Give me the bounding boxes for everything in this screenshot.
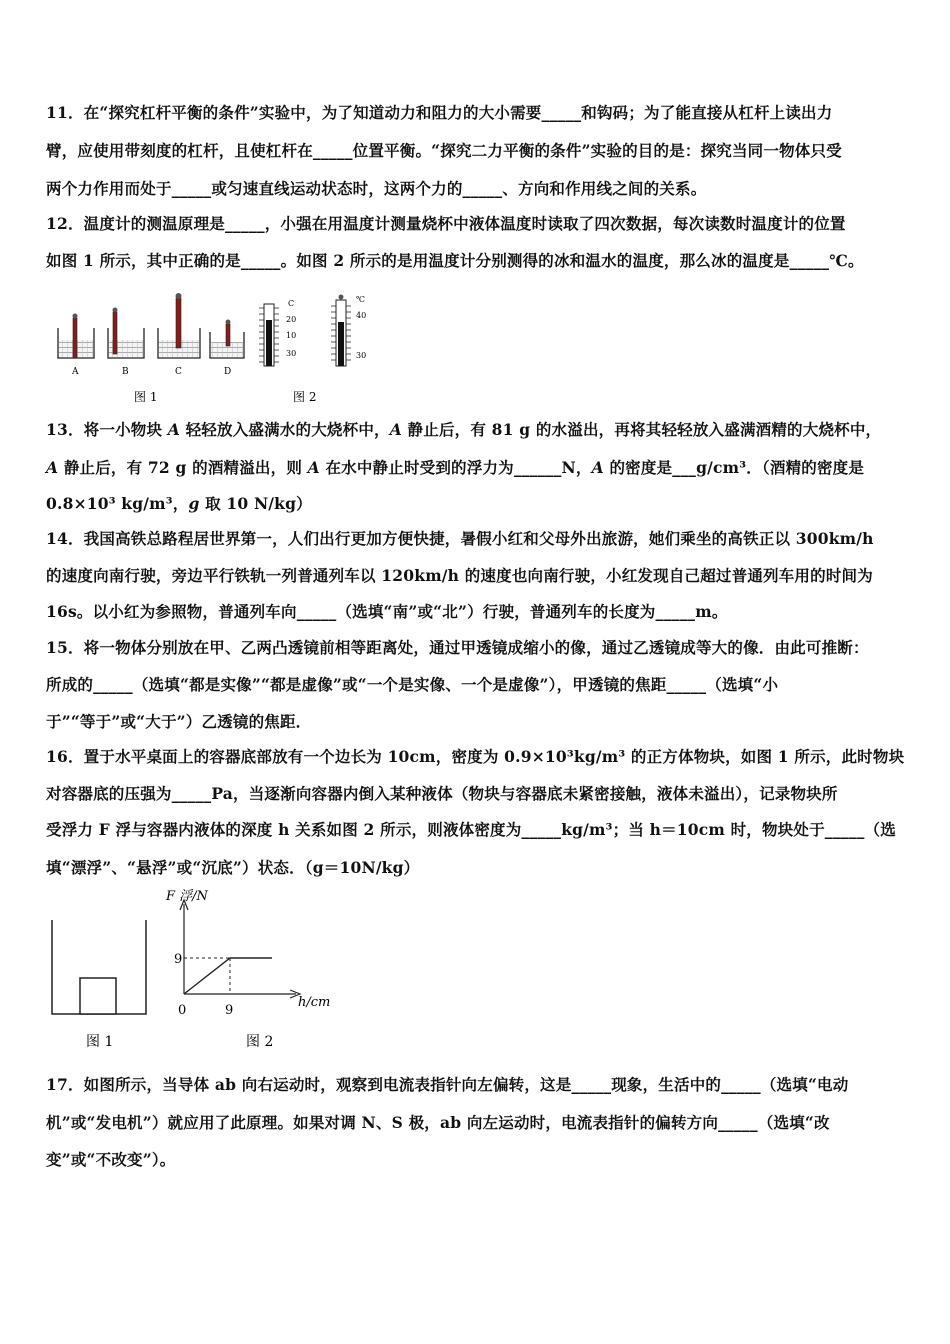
q17-line-1: 17．如图所示，当导体 ab 向右运动时，观察到电流表指针向左偏转，这是_____现象，生活中的_____（选填“电动 xyxy=(46,1075,849,1094)
graph-x-tick: 9 xyxy=(225,1003,234,1018)
fig1-caption: 图 1 xyxy=(86,1034,114,1050)
thermometer-scale-2 xyxy=(331,295,366,367)
q15-line-3: 于”“等于”或“大于”）乙透镜的焦距． xyxy=(46,712,312,731)
scale2-unit: ℃ xyxy=(356,295,365,304)
q13-l1e: 静止后，有 81 g 的水溢出，再将其轻轻放入盛满酒精的大烧杯中， xyxy=(401,420,882,439)
label-a: A xyxy=(72,367,79,377)
q13-l2b: 静止后，有 72 g 的酒精溢出，则 xyxy=(58,458,308,477)
label-b: B xyxy=(122,367,129,377)
beaker-a xyxy=(58,314,94,359)
q13-l2f: 的密度是___g/cm³．（酒精的密度是 xyxy=(603,458,865,477)
q13-line-2 xyxy=(46,456,864,478)
q16-line-4: 填“漂浮”、“悬浮”或“沉底”）状态．（g＝10N/kg） xyxy=(46,858,420,877)
scale1-unit: C xyxy=(288,299,295,308)
q13-l3c: 取 10 N/kg） xyxy=(199,494,312,513)
q12-line-2: 如图 1 所示，其中正确的是_____。如图 2 所示的是用温度计分别测得的冰和温水的温度，那么冰的温度是_____℃。 xyxy=(46,251,864,270)
thermometer-scale-1 xyxy=(259,299,296,366)
label-c: C xyxy=(175,367,182,377)
fig2-caption: 图 2 xyxy=(246,1034,274,1050)
figure-caption-1: 图 1 xyxy=(134,390,158,404)
q12-line-1: 12．温度计的测温原理是_____，小强在用温度计测量烧杯中液体温度时读取了四次数据，每次读数时温度计的位置 xyxy=(46,214,846,233)
q11-line-1: 11．在“探究杠杆平衡的条件”实验中，为了知道动力和阻力的大小需要_____和钩码；为了能直接从杠杆上读出力 xyxy=(46,103,833,122)
q14-line-1: 14．我国高铁总路程居世界第一，人们出行更加方便快捷，暑假小红和父母外出旅游，她们乘坐的高铁正以 300km/h xyxy=(46,529,874,548)
scale1-20: 20 xyxy=(286,315,297,324)
beaker-b xyxy=(108,308,144,359)
q13-l2e: A xyxy=(591,458,604,477)
graph-ylabel: F 浮/N xyxy=(166,889,208,904)
q12-figure xyxy=(50,290,390,408)
q13-l2a: A xyxy=(46,458,59,477)
q15-line-1: 15．将一物体分别放在甲、乙两凸透镜前相等距离处，通过甲透镜成缩小的像，通过乙透镜成等大的像．由此可推断： xyxy=(46,638,869,657)
q14-line-2: 的速度向南行驶，旁边平行铁轨一列普通列车以 120km/h 的速度也向南行驶，小红发现自己超过普通列车用的时间为 xyxy=(46,566,873,585)
scale2-40: 40 xyxy=(356,311,367,320)
q16-figure xyxy=(44,886,344,1056)
q17-line-3: 变”或“不改变”）。 xyxy=(46,1150,176,1169)
container-with-cube xyxy=(52,920,146,1050)
q13-l1b: A xyxy=(167,420,181,439)
q13-l1a: 13．将一小物块 xyxy=(46,420,168,439)
q16-line-3: 受浮力 F 浮与容器内液体的深度 h 关系如图 2 所示，则液体密度为_____kg/m³；当 h＝10cm 时，物块处于_____（选 xyxy=(46,820,896,839)
graph-origin: 0 xyxy=(178,1003,187,1018)
q13-l1d: A xyxy=(389,420,402,439)
scale2-30: 30 xyxy=(356,351,367,360)
graph-y-tick: 9 xyxy=(174,952,183,967)
q13-line-1 xyxy=(46,418,881,440)
q16-line-2: 对容器底的压强为_____Pa，当逐渐向容器内倒入某种液体（物块与容器底未紧密接触，液体未溢出），记录物块所 xyxy=(46,784,838,803)
scale1-30: 30 xyxy=(286,349,297,358)
beaker-d xyxy=(210,320,244,359)
graph-xlabel: h/cm xyxy=(298,995,331,1010)
q13-l3b: g xyxy=(188,494,200,513)
q13-line-3 xyxy=(46,492,312,514)
beaker-c xyxy=(158,293,200,358)
figure-caption-2: 图 2 xyxy=(293,390,317,404)
scale1-10: 10 xyxy=(286,331,297,340)
q11-line-2: 臂，应使用带刻度的杠杆，且使杠杆在_____位置平衡。“探究二力平衡的条件”实验的目的是：探究当同一物体只受 xyxy=(46,141,842,160)
q14-line-3: 16s。以小红为参照物，普通列车向_____（选填“南”或“北”）行驶，普通列车的长度为_____m。 xyxy=(46,602,728,621)
q13-l2c: A xyxy=(307,458,320,477)
q16-line-1: 16．置于水平桌面上的容器底部放有一个边长为 10cm，密度为 0.9×10³kg/m³ 的正方体物块，如图 1 所示，此时物块 xyxy=(46,747,905,766)
q17-line-2: 机”或“发电机”）就应用了此原理。如果对调 N、S 极，ab 向左运动时，电流表指针的偏转方向_____（选填“改 xyxy=(46,1113,830,1132)
buoyancy-graph xyxy=(165,889,330,1050)
q11-line-3: 两个力作用而处于_____或匀速直线运动状态时，这两个力的_____、方向和作用线之间的关系。 xyxy=(46,179,707,198)
q13-l1c: 轻轻放入盛满水的大烧杯中， xyxy=(180,420,390,439)
q13-l3a: 0.8×10³ kg/m³， xyxy=(46,494,189,513)
q15-line-2: 所成的_____（选填“都是实像”“都是虚像”或“一个是实像、一个是虚像”），甲透镜的焦距_____（选填“小 xyxy=(46,675,779,694)
label-d: D xyxy=(224,367,232,377)
q13-l2d: 在水中静止时受到的浮力为______N， xyxy=(319,458,592,477)
